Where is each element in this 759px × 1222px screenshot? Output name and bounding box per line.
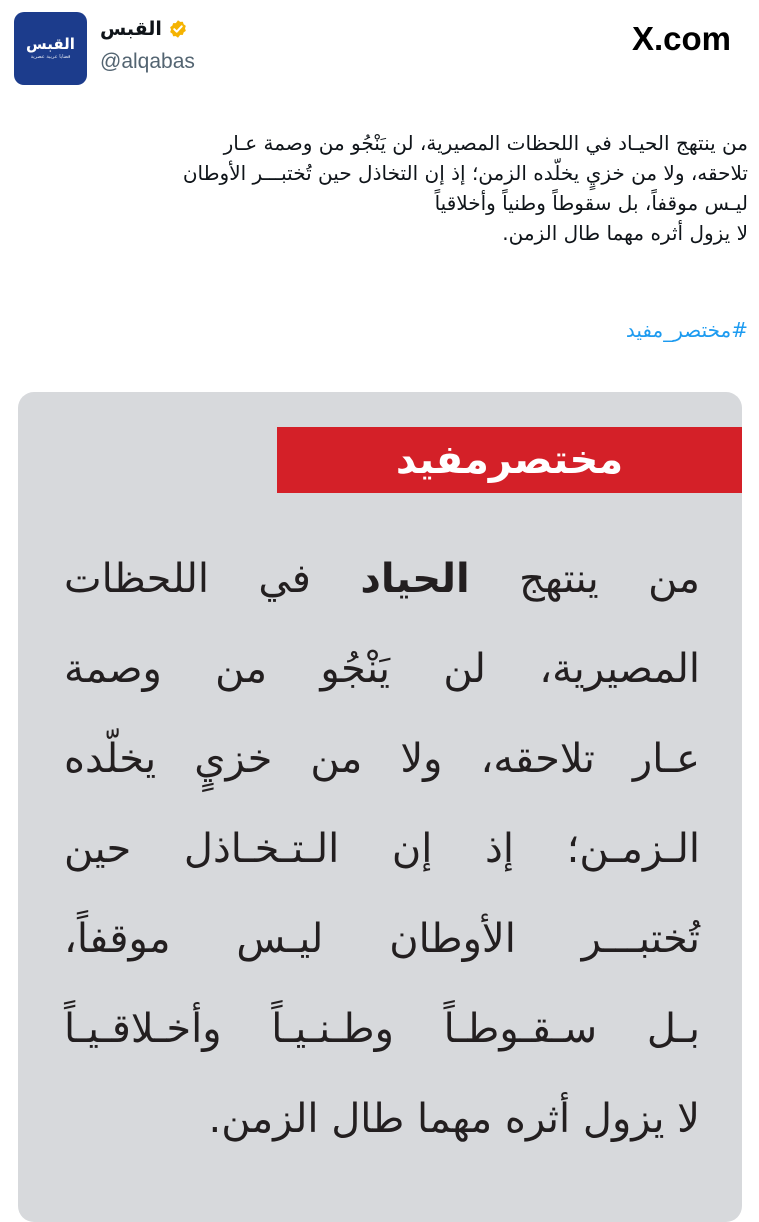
tweet-line: ليـس موقفاً، بل سقوطاً وطنياً وأخلاقياً xyxy=(434,191,748,215)
tweet-line: من ينتهج الحيـاد في اللحظات المصيرية، لن يَنْجُو من وصمة عـار xyxy=(223,131,748,155)
card-line: المصيرية، لن يَنْجُو من وصمة xyxy=(64,646,700,692)
hashtag-link[interactable]: #مختصر_مفيد xyxy=(625,318,748,342)
tweet-line: لا يزول أثره مهما طال الزمن. xyxy=(502,221,748,245)
card-line: بـل سـقـوطـاً وطـنـيـاً وأخـلاقـيـاً xyxy=(64,1006,700,1052)
avatar-logo-text: القبس xyxy=(26,35,75,53)
tweet-line: تلاحقه، ولا من خزيٍ يخلّده الزمن؛ إذ إن التخاذل حين تُختبـــر الأوطان xyxy=(182,161,748,185)
card-line-part: في اللحظات xyxy=(64,556,361,602)
x-brand-logo: X.com xyxy=(631,20,731,57)
card-line: عـار تلاحقه، ولا من خزيٍ يخلّده xyxy=(64,736,700,782)
card-body-text xyxy=(64,534,700,1164)
account-handle[interactable]: @alqabas xyxy=(100,50,195,73)
card-line xyxy=(64,534,700,624)
card-line-part: من ينتهج xyxy=(469,556,700,602)
tweet-image-card[interactable] xyxy=(18,392,742,1222)
card-line-bold-word: الحياد xyxy=(360,556,470,602)
card-line: تُختبـــر الأوطان ليـس موقفاً، xyxy=(64,916,700,962)
tweet-header xyxy=(0,0,759,105)
avatar-tagline: قضايا عربية عصرية xyxy=(30,54,71,60)
card-banner-title: مختصرمفيد xyxy=(395,437,624,483)
card-banner xyxy=(277,427,742,493)
tweet-text xyxy=(24,128,748,248)
card-line: لا يزول أثره مهما طال الزمن. xyxy=(208,1096,700,1142)
avatar[interactable] xyxy=(14,12,87,85)
account-name[interactable]: القبس xyxy=(100,18,162,40)
account-name-row[interactable] xyxy=(100,18,200,40)
card-line: الـزمـن؛ إذ إن الـتـخـاذل حين xyxy=(64,826,700,872)
verified-badge-icon xyxy=(168,19,188,39)
